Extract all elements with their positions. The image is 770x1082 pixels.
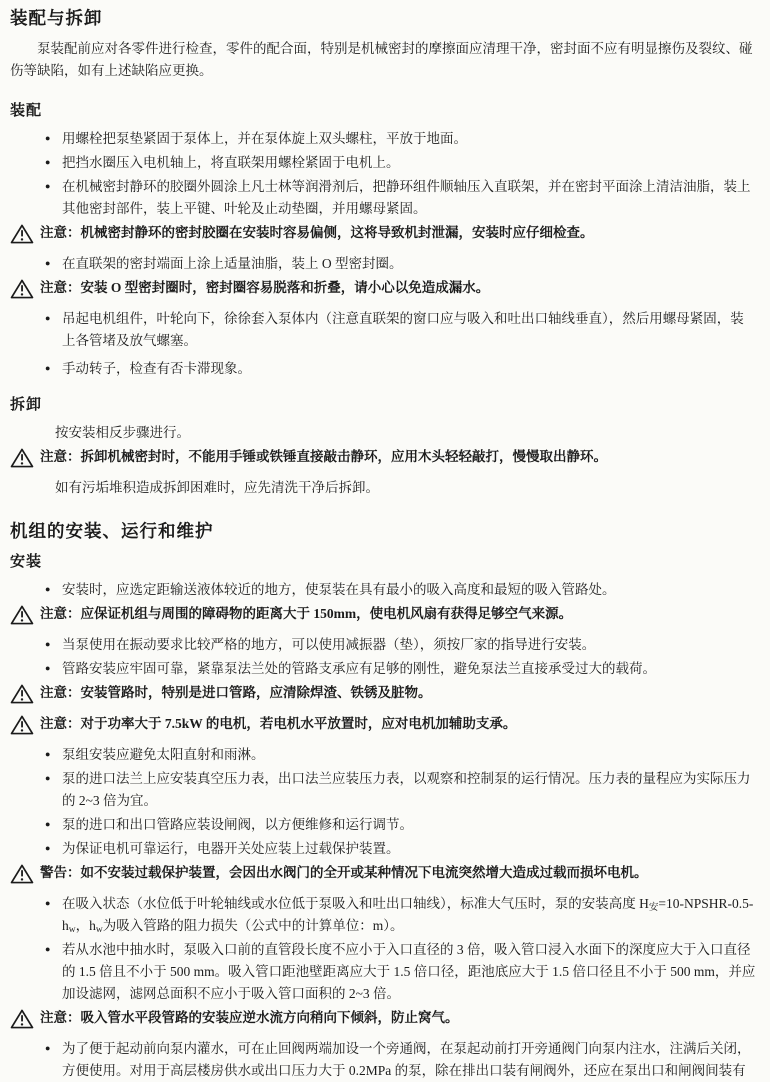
formula-part: 在吸入状态（水位低于叶轮轴线或水位低于泵吸入和吐出口轴线），标准大气压时，泵的安装高度 H (62, 896, 649, 911)
warning-label: 注意： (40, 225, 81, 240)
warning-label: 注意： (40, 606, 81, 621)
warning-note (10, 603, 756, 632)
warning-note (10, 222, 756, 251)
bullet-icon: ● (45, 843, 51, 853)
heading-unit-install-operate-maintain: 机组的安装、运行和维护 (10, 521, 214, 541)
warning-text: 应保证机组与周围的障碍物的距离大于 150mm，使电机风扇有获得足够空气来源。 (80, 606, 573, 621)
bullet-text: 泵组安装应避免太阳直射和雨淋。 (62, 747, 265, 762)
warning-text: 吸入管水平段管路的安装应逆水流方向稍向下倾斜，防止窝气。 (80, 1010, 459, 1025)
bullet-item (45, 768, 756, 812)
bullet-text: 泵的进口和出口管路应装设闸阀，以方便维修和运行调节。 (62, 817, 413, 832)
warning-text: 对于功率大于 7.5kW 的电机，若电机水平放置时，应对电机加辅助支承。 (80, 716, 517, 731)
bullet-item (45, 814, 756, 836)
bullet-icon: ● (45, 1043, 51, 1053)
paragraph: 按安装相反步骤进行。 (55, 425, 190, 440)
subheading-disassembly: 拆卸 (10, 397, 43, 413)
bullet-item (45, 128, 756, 150)
bullet-item (45, 579, 756, 601)
heading-assembly-disassembly: 装配与拆卸 (10, 8, 103, 28)
bullet-text: 在直联架的密封端面上涂上适量油脂，装上 O 型密封圈。 (62, 256, 403, 271)
bullet-item (45, 152, 756, 174)
bullet-icon: ● (45, 663, 51, 673)
warning-note (10, 682, 756, 711)
bullet-text: 为保证电机可靠运行，电器开关处应装上过载保护装置。 (62, 841, 400, 856)
bullet-icon: ● (45, 363, 51, 373)
formula-text (62, 896, 753, 933)
bullet-item (45, 1038, 756, 1082)
bullet-item (45, 253, 756, 275)
warning-note (10, 446, 756, 475)
bullet-item (45, 744, 756, 766)
bullet-icon: ● (45, 639, 51, 649)
bullet-text: 管路安装应牢固可靠，紧靠泵法兰处的管路支承应有足够的刚性，避免泵法兰直接承受过大的载荷。 (62, 661, 656, 676)
warning-triangle-icon (10, 279, 34, 306)
bullet-icon: ● (45, 773, 51, 783)
bullet-item (45, 939, 756, 1005)
bullet-text: 用螺栓把泵垫紧固于泵体上，并在泵体旋上双头螺柱，平放于地面。 (62, 131, 467, 146)
formula-part: =10-NPSHR-0.5-h (62, 896, 754, 933)
formula-part: 为吸入管路的阻力损失（公式中的计算单位：m）。 (102, 918, 404, 933)
bullet-text: 为了便于起动前向泵内灌水，可在止回阀两端加设一个旁通阀，在泵起动前打开旁通阀门向泵内注水，注满后关闭，方便使用。对用于高层楼房供水或出口压力大于 0.2MPa 的泵，除在排出口装有闸阀外，还应在泵出口和闸阀间装有 (62, 1041, 751, 1078)
warning-text: 安装管路时，特别是进口管路，应清除焊渣、铁锈及脏物。 (80, 685, 432, 700)
warning-triangle-icon (10, 605, 34, 632)
formula-subscript: 安 (648, 903, 659, 913)
bullet-icon: ● (45, 157, 51, 167)
bullet-text: 在机械密封静环的胶圈外圆涂上凡士林等润滑剂后，把静环组件顺轴压入直联架，并在密封平面涂上清洁油脂，装上其他密封部件，装上平键、叶轮及止动垫圈，并用螺母紧固。 (62, 179, 751, 216)
warning-text: 拆卸机械密封时，不能用手锤或铁锤直接敲击静环，应用木头轻轻敲打，慢慢取出静环。 (80, 449, 607, 464)
warning-note (10, 713, 756, 742)
warning-triangle-icon (10, 224, 34, 251)
warning-triangle-icon (10, 864, 34, 891)
warning-text: 机械密封静环的密封胶圈在安装时容易偏侧，这将导致机封泄漏，安装时应仔细检查。 (80, 225, 594, 240)
warning-text: 安装 O 型密封圈时，密封圈容易脱落和折叠，请小心以免造成漏水。 (80, 280, 490, 295)
bullet-text: 吊起电机组件，叶轮向下，徐徐套入泵体内（注意直联架的窗口应与吸入和吐出口轴线垂直），然后用螺母紧固，装上各管堵及放气螺塞。 (62, 311, 744, 348)
bullet-text: 手动转子，检查有否卡滞现象。 (62, 361, 251, 376)
warning-triangle-icon (10, 1009, 34, 1036)
subheading-installation: 安装 (10, 554, 43, 570)
bullet-item (45, 634, 756, 656)
bullet-icon: ● (45, 313, 51, 323)
bullet-icon: ● (45, 181, 51, 191)
bullet-item (45, 658, 756, 680)
warning-alert (10, 862, 756, 891)
warning-note (10, 1007, 756, 1036)
intro-paragraph: 泵装配前应对各零件进行检查，零件的配合面，特别是机械密封的摩擦面应清理干净，密封面不应有明显擦伤及裂纹、碰伤等缺陷，如有上述缺陷应更换。 (10, 41, 753, 78)
formula-part: ，h (75, 918, 96, 933)
warning-label: 注意： (40, 716, 81, 731)
warning-text: 如不安装过载保护装置，会因出水阀门的全开或某种情况下电流突然增大造成过载而损坏电机。 (80, 865, 648, 880)
bullet-text: 泵的进口法兰上应安装真空压力表，出口法兰应装压力表，以观察和控制泵的运行情况。压力表的量程应为实际压力的 2~3 倍为宜。 (62, 771, 751, 808)
warning-triangle-icon (10, 715, 34, 742)
warning-label: 注意： (40, 685, 81, 700)
warning-triangle-icon (10, 448, 34, 475)
formula-subscript: w (95, 925, 103, 935)
bullet-icon: ● (45, 584, 51, 594)
bullet-text: 当泵使用在振动要求比较严格的地方，可以使用减振器（垫），须按厂家的指导进行安装。 (62, 637, 596, 652)
warning-label: 注意： (40, 280, 81, 295)
bullet-icon: ● (45, 749, 51, 759)
bullet-item-formula (45, 893, 756, 937)
bullet-item (45, 308, 756, 352)
warning-triangle-icon (10, 684, 34, 711)
subheading-assembly: 装配 (10, 103, 43, 119)
bullet-text: 安装时，应选定距输送液体较近的地方，使泵装在具有最小的吸入高度和最短的吸入管路处。 (62, 582, 616, 597)
warning-label: 警告： (40, 865, 81, 880)
warning-label: 注意： (40, 449, 81, 464)
warning-note (10, 277, 756, 306)
paragraph: 如有污垢堆积造成拆卸困难时，应先清洗干净后拆卸。 (55, 480, 379, 495)
bullet-item (45, 838, 756, 860)
bullet-icon: ● (45, 819, 51, 829)
bullet-item (45, 358, 756, 380)
bullet-icon: ● (45, 898, 51, 908)
bullet-icon: ● (45, 258, 51, 268)
bullet-text: 把挡水圈压入电机轴上，将直联架用螺栓紧固于电机上。 (62, 155, 400, 170)
warning-label: 注意： (40, 1010, 81, 1025)
formula-subscript: w (68, 925, 76, 935)
bullet-icon: ● (45, 133, 51, 143)
bullet-icon: ● (45, 944, 51, 954)
bullet-text: 若从水池中抽水时，泵吸入口前的直管段长度不应小于入口直径的 3 倍，吸入管口浸入水面下的深度应大于入口直径的 1.5 倍且不小于 500 mm。吸入管口距池壁距离应大于 1.5 倍口径，距池底应大于 1.5 倍口径且不小于 500 mm，并应加设滤网，滤网总面积不应小于吸入管口面积的 2~3 倍。 (62, 942, 756, 1001)
bullet-item (45, 176, 756, 220)
